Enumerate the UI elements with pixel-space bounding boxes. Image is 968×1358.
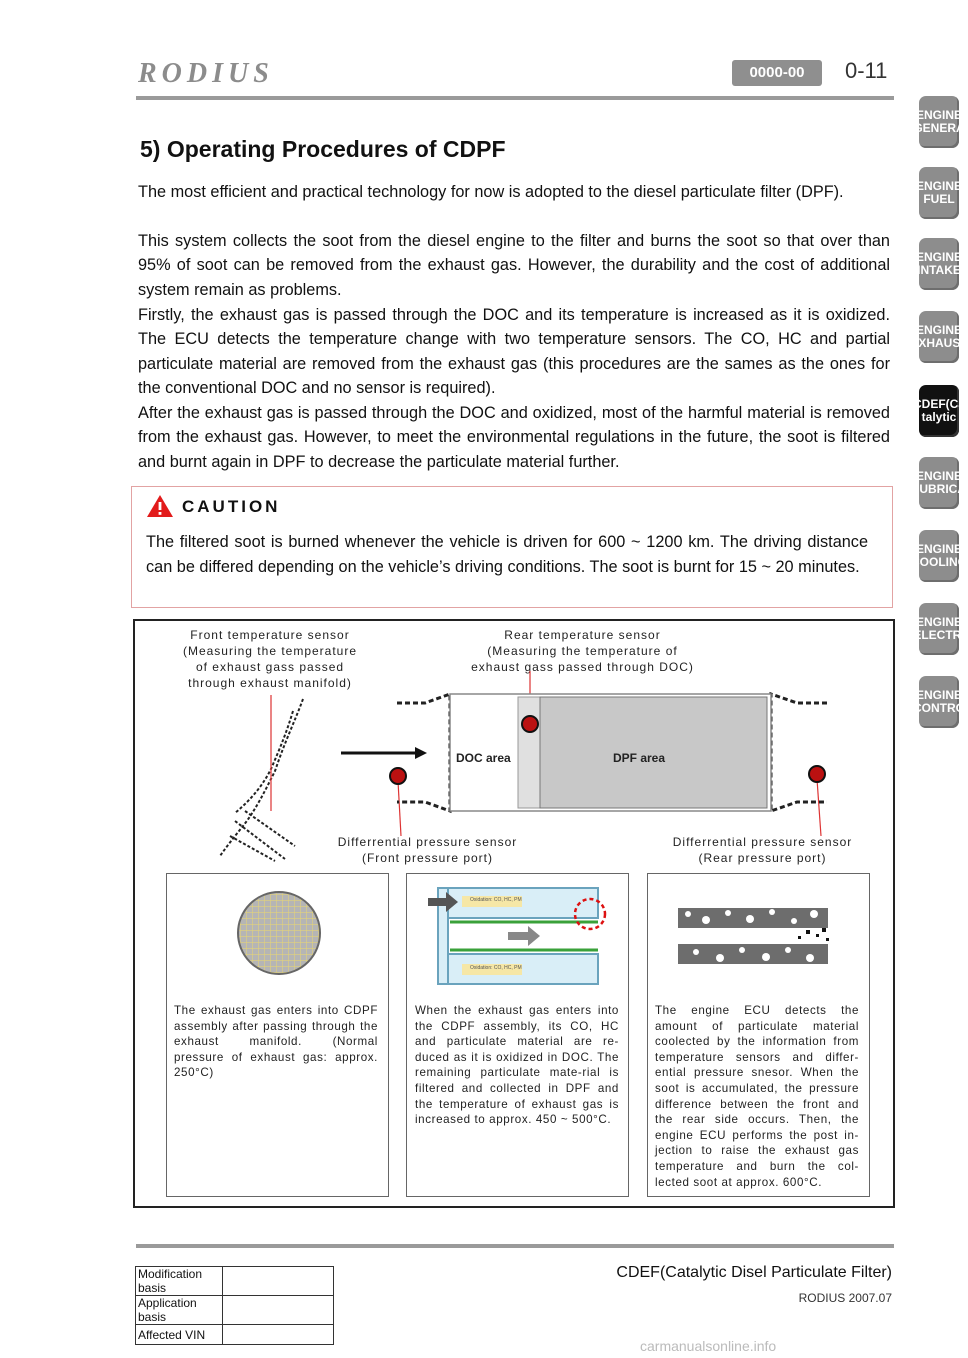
oxidation-label-top: Oxidation: CO, HC, PM <box>470 897 522 903</box>
diff-pressure-rear-label: Differrential pressure sensor (Rear pressure port) <box>672 835 853 865</box>
paragraph-1: The most efficient and practical technology for now is adopted to the diesel particulate filter (DPF). <box>138 183 844 201</box>
caution-title: CAUTION <box>182 497 281 516</box>
side-tab-engine-control[interactable]: ENGINE CONTRO <box>919 676 959 728</box>
basis-table <box>135 1266 334 1345</box>
side-tab-engine-electrical[interactable]: ENGINE ELECTRI <box>919 603 959 655</box>
table-value <box>223 1296 334 1325</box>
section-code-badge: 0000-00 <box>732 60 822 86</box>
section-title: 5) Operating Procedures of CDPF <box>140 136 506 162</box>
table-value <box>223 1267 334 1296</box>
page-number: 0-11 <box>845 58 888 83</box>
table-label: Modification basis <box>136 1267 223 1296</box>
side-tab-engine-general[interactable]: ENGINE GENERA <box>919 96 959 148</box>
side-tab-engine-lubrication[interactable]: ENGINE LUBRICA <box>919 457 959 509</box>
side-tab-engine-exhaust[interactable]: ENGINE EXHAUST <box>919 311 959 363</box>
side-tab-engine-intake[interactable]: ENGINE INTAKE <box>919 238 959 290</box>
step-3-text: The engine ECU detects the amount of particulate material coolected by the information from temperature sensors and differ-ential pressure snesor. When the soot is accumulated, the pressure difference between the front and the rear side occurs. Then, the engine ECU performs the post in-jection to raise the exhaust gas temperature and burn the col-lected soot at approx. 600°C. <box>655 1004 859 1189</box>
footer-subtitle: RODIUS 2007.07 <box>798 1291 892 1305</box>
side-tab-cdef[interactable]: CDEF(Ca talytic <box>919 385 959 437</box>
table-label: Application basis <box>136 1296 223 1325</box>
diff-pressure-front-label: Differrential pressure sensor (Front pressure port) <box>337 835 518 865</box>
doc-area-label: DOC area <box>456 751 511 765</box>
table-row <box>136 1325 334 1345</box>
rear-temperature-sensor-label: Rear temperature sensor (Measuring the temperature of exhaust gass passed through DOC) <box>471 628 694 674</box>
side-tab-engine-cooling[interactable]: ENGINE COOLING <box>919 530 959 582</box>
table-row <box>136 1296 334 1325</box>
paragraph-2: This system collects the soot from the diesel engine to the filter and burns the soot so that over than 95% of soot can be removed from the exhaust gas. However, the durability and the cost of additional system remain as problems. <box>138 232 890 299</box>
table-label: Affected VIN <box>136 1325 223 1345</box>
paragraph-3: Firstly, the exhaust gas is passed through the DOC and its temperature is increased as it is oxidized. The ECU detects the temperature change with two temperature sensors. The CO, HC and partial particulate material are removed from the exhaust gas (this procedures are the sames as the ones for the conventional DOC and no sensor is required). <box>138 306 890 398</box>
table-value <box>223 1325 334 1345</box>
footer-divider <box>136 1244 894 1248</box>
step-2-text: When the exhaust gas enters into the CDPF assembly, its CO, HC and particulate material are re-duced as it is oxidized in DOC. The remaining particulate mate-rial is filtered and collected in DPF and the temperature of exhaust gas is increased to approx. 450 ~ 500°C. <box>415 1004 619 1127</box>
brand-logo: RODIUS <box>138 58 274 89</box>
exhaust-manifold-sketch <box>220 699 303 861</box>
dpf-area-label: DPF area <box>613 751 666 765</box>
soot-accumulation-icon <box>676 904 838 970</box>
footer-title: CDEF(Catalytic Disel Particulate Filter) <box>616 1264 892 1281</box>
table-row <box>136 1267 334 1296</box>
front-temperature-sensor-label: Front temperature sensor (Measuring the temperature of exhaust gass passed through exhaust manifold) <box>182 628 358 690</box>
filter-cross-section-icon <box>234 888 324 978</box>
side-tab-engine-fuel[interactable]: ENGINE FUEL <box>919 167 959 219</box>
warning-icon <box>146 494 174 518</box>
watermark: carmanualsonline.info <box>640 1338 777 1354</box>
paragraph-4: After the exhaust gas is passed through the DOC and oxidized, most of the harmful material is removed from the exhaust gas. However, to meet the environmental regulations in the future, the soot is filtered and burnt again in DPF to decrease the particulate material further. <box>138 404 890 471</box>
step-1-text: The exhaust gas enters into CDPF assembly after passing through the exhaust manifold. (Normal pressure of exhaust gas: approx. 250°C) <box>174 1004 378 1080</box>
header-divider <box>136 96 894 100</box>
oxidation-label-bottom: Oxidation: CO, HC, PM <box>470 965 522 971</box>
caution-text: The filtered soot is burned whenever the vehicle is driven for 600 ~ 1200 km. The driving distance can be differed depending on the vehicle’s driving conditions. The soot is burnt for 15 ~ 20 minutes. <box>146 533 868 576</box>
